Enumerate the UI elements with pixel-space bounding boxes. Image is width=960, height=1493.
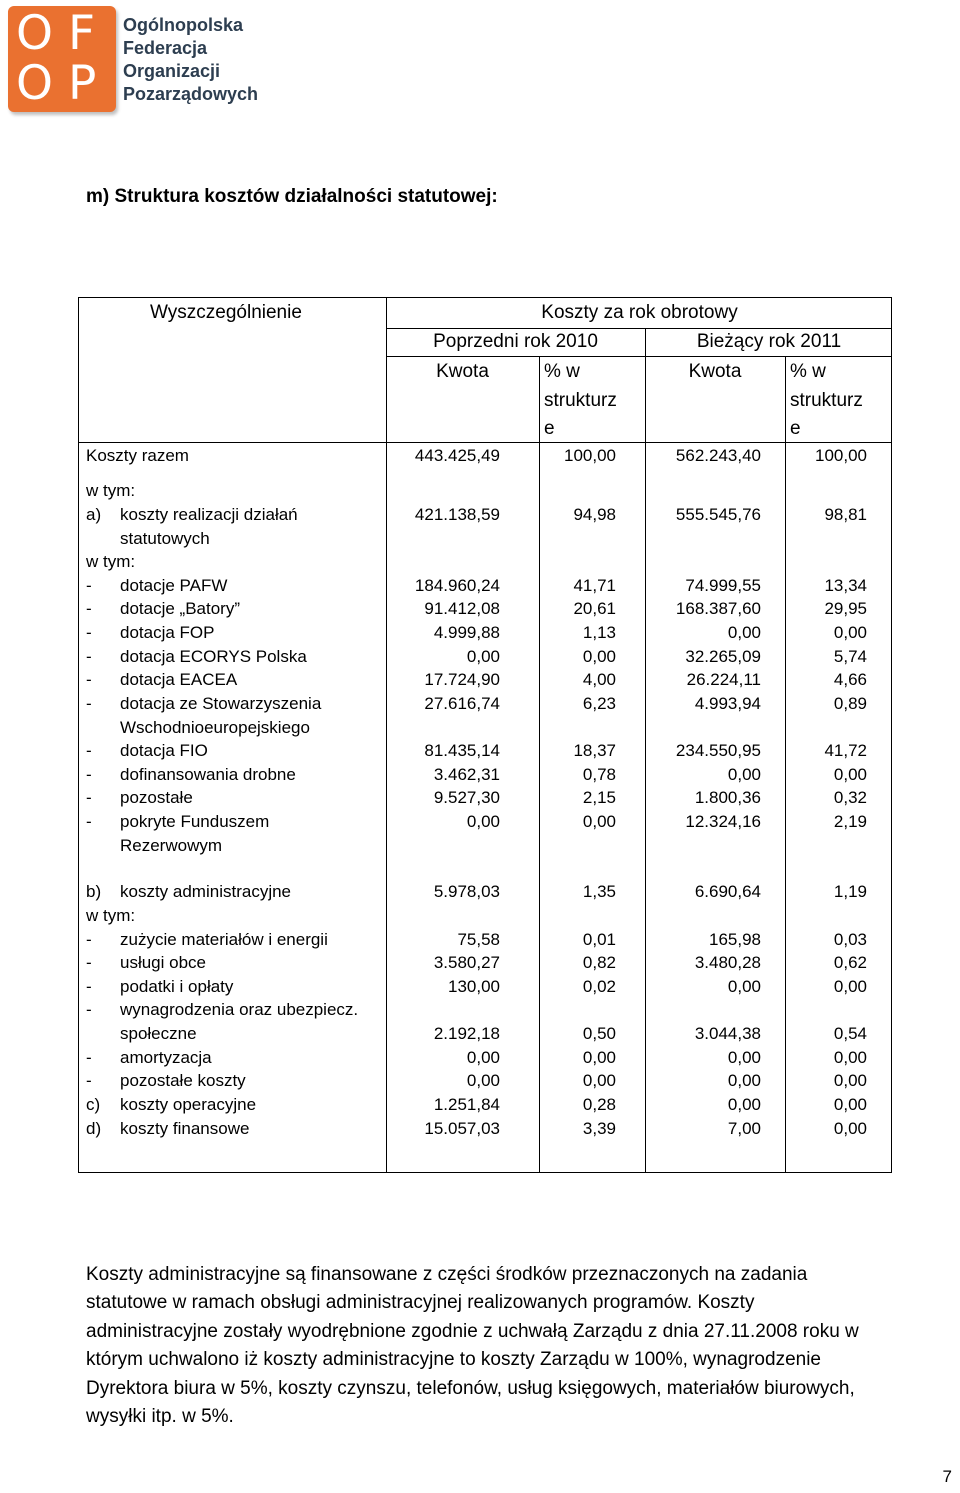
row-value: 0,00 (727, 1095, 761, 1114)
ofop-logo (8, 6, 116, 112)
paragraph-line: którym uchwalono iż koszty administracyjne to koszty Zarządu w 100%, wynagrodzenie (86, 1349, 821, 1371)
row-value: 1.800,36 (694, 788, 761, 807)
logo-letter: O (16, 6, 53, 61)
row-value: 130,00 (448, 977, 500, 996)
row-value: 0,78 (582, 765, 616, 784)
row-value: 32.265,09 (685, 647, 761, 666)
row-label: podatki i opłaty (120, 977, 234, 996)
row-value: 6.690,64 (694, 882, 761, 901)
row-label: zużycie materiałów i energii (120, 930, 328, 949)
row-prefix: d) (86, 1119, 102, 1138)
row-label: w tym: (86, 481, 136, 500)
row-value: 0,00 (582, 812, 616, 831)
row-value: 0,00 (833, 1048, 867, 1067)
logo-line: Ogólnopolska (123, 15, 244, 35)
pct-line: % w (790, 361, 826, 382)
row-prefix: - (86, 1071, 92, 1090)
row-value: 4,00 (582, 670, 616, 689)
column-header-kwota: Kwota (688, 361, 742, 382)
row-prefix: - (86, 930, 92, 949)
row-value: 562.243,40 (675, 446, 761, 465)
row-value: 0,00 (833, 765, 867, 784)
row-value: 27.616,74 (424, 694, 500, 713)
row-label-continuation: Wschodnioeuropejskiego (120, 717, 310, 737)
row-value: 1,13 (582, 623, 616, 642)
row-value: 98,81 (824, 505, 867, 524)
row-prefix: - (86, 953, 92, 972)
row-label: usługi obce (120, 953, 207, 972)
row-value: 234.550,95 (675, 741, 761, 760)
row-prefix: - (86, 788, 92, 807)
row-prefix: - (86, 576, 92, 595)
row-value: 20,61 (573, 599, 616, 618)
row-value: 94,98 (573, 505, 616, 524)
row-value: 0,03 (833, 930, 867, 949)
logo-line: Pozarządowych (123, 84, 259, 104)
row-prefix: - (86, 741, 92, 760)
row-value: 4.999,88 (433, 623, 500, 642)
row-value: 0,00 (582, 647, 616, 666)
row-label: wynagrodzenia oraz ubezpiecz. (120, 1000, 359, 1019)
row-label: dotacja ECORYS Polska (120, 647, 307, 666)
row-value: 5.978,03 (433, 882, 500, 901)
row-prefix: b) (86, 882, 102, 901)
row-prefix: - (86, 812, 92, 831)
row-value: 0,50 (582, 1023, 616, 1043)
row-label: dotacja FOP (120, 623, 215, 642)
row-label: dotacje PAFW (120, 576, 228, 595)
paragraph-line: wysyłki itp. w 5%. (86, 1406, 234, 1428)
table-col-divider (645, 328, 646, 1172)
row-label-continuation: Rezerwowym (120, 835, 223, 855)
column-header-kwota: Kwota (436, 361, 489, 382)
row-value: 0,62 (833, 953, 867, 972)
pct-line: strukturz (544, 389, 617, 411)
column-header-current-year: Bieżący rok 2011 (696, 331, 842, 352)
row-value: 0,02 (582, 977, 616, 996)
row-value: 15.057,03 (424, 1119, 500, 1138)
row-value: 0,00 (466, 1071, 500, 1090)
paragraph-line: administracyjne zostały wyodrębnione zgodnie z uchwałą Zarządu z dnia 27.11.2008 roku w (86, 1320, 859, 1342)
row-label: dotacja ze Stowarzyszenia (120, 694, 322, 713)
row-prefix: a) (86, 505, 102, 524)
row-prefix: - (86, 694, 92, 713)
row-value: 100,00 (564, 446, 616, 465)
row-label-continuation: społeczne (120, 1023, 197, 1043)
row-prefix: - (86, 647, 92, 666)
row-value: 0,00 (727, 1048, 761, 1067)
pct-line: strukturz (790, 389, 863, 411)
row-label: amortyzacja (120, 1048, 212, 1067)
row-value: 0,28 (582, 1095, 616, 1114)
row-value: 0,00 (727, 977, 761, 996)
row-label: pokryte Funduszem (120, 812, 270, 831)
row-value: 0,00 (727, 623, 761, 642)
row-value: 6,23 (582, 694, 616, 713)
row-label: dotacje „Batory” (120, 599, 240, 618)
row-label: koszty administracyjne (120, 882, 292, 901)
row-value: 12.324,16 (685, 812, 761, 831)
row-value: 29,95 (824, 599, 867, 618)
row-value: 0,00 (833, 1119, 867, 1138)
row-value: 165,98 (709, 930, 761, 949)
row-value: 0,00 (833, 623, 867, 642)
row-value: 74.999,55 (685, 576, 761, 595)
row-prefix: - (86, 765, 92, 784)
cost-structure-table (78, 297, 892, 1173)
table-col-divider (785, 356, 786, 1172)
logo-letter: F (68, 6, 96, 61)
row-value: 0,00 (833, 977, 867, 996)
row-value: 2,19 (833, 812, 867, 831)
row-value: 3.580,27 (433, 953, 500, 972)
row-value: 0,00 (833, 1071, 867, 1090)
table-rule (79, 442, 891, 443)
row-value: 3.480,28 (694, 953, 761, 972)
page-number: 7 (942, 1467, 952, 1486)
row-value: 81.435,14 (424, 741, 500, 760)
row-value: 168.387,60 (675, 599, 761, 618)
column-header-pct (790, 358, 863, 444)
table-col-divider (539, 356, 540, 1172)
table-col-divider (386, 298, 387, 1172)
row-label: w tym: (86, 906, 136, 925)
row-prefix: c) (86, 1095, 101, 1114)
row-label: dotacja FIO (120, 741, 208, 760)
row-label: koszty realizacji działań (120, 505, 298, 524)
table-rule (386, 356, 891, 357)
row-prefix: - (86, 977, 92, 996)
row-value: 91.412,08 (424, 599, 500, 618)
row-value: 4.993,94 (694, 694, 761, 713)
row-value: 1,35 (582, 882, 616, 901)
row-value: 0,00 (582, 1048, 616, 1067)
row-value: 443.425,49 (414, 446, 500, 465)
row-value: 41,71 (573, 576, 616, 595)
row-value: 0,00 (466, 647, 500, 666)
explanatory-paragraph (86, 1261, 956, 1431)
row-label-continuation: statutowych (120, 528, 210, 548)
column-header-prev-year: Poprzedni rok 2010 (433, 331, 598, 352)
row-value: 1,19 (833, 882, 867, 901)
row-value: 5,74 (833, 647, 867, 666)
paragraph-line: Dyrektora biura w 5%, koszty czynszu, telefonów, usług księgowych, materiałów biurowych, (86, 1377, 855, 1399)
row-prefix: - (86, 623, 92, 642)
logo-wordmark (123, 14, 258, 106)
row-value: 18,37 (573, 741, 616, 760)
row-value: 0,00 (582, 1071, 616, 1090)
row-value: 100,00 (815, 446, 867, 465)
row-prefix: - (86, 1048, 92, 1067)
row-prefix: - (86, 1000, 92, 1019)
column-header-pct (544, 358, 617, 444)
row-value: 41,72 (824, 741, 867, 760)
row-value: 9.527,30 (433, 788, 500, 807)
row-value: 555.545,76 (675, 505, 761, 524)
row-value: 17.724,90 (424, 670, 500, 689)
logo-box (8, 6, 116, 112)
row-value: 0,32 (833, 788, 867, 807)
row-value: 0,00 (727, 765, 761, 784)
logo-letter: O (16, 56, 53, 111)
row-label: koszty finansowe (120, 1119, 250, 1138)
row-value: 0,89 (833, 694, 867, 713)
column-group-header: Koszty za rok obrotowy (541, 302, 738, 323)
row-value: 26.224,11 (686, 670, 761, 689)
row-value: 0,00 (833, 1095, 867, 1114)
row-value: 2,15 (582, 788, 616, 807)
row-value: 1.251,84 (433, 1095, 500, 1114)
column-header-label: Wyszczególnienie (150, 302, 302, 323)
row-label: pozostałe (120, 788, 193, 807)
row-value: 421.138,59 (414, 505, 500, 524)
row-label: dofinansowania drobne (120, 765, 296, 784)
pct-line: e (544, 418, 555, 439)
pct-line: % w (544, 361, 580, 382)
row-label: w tym: (86, 552, 136, 571)
row-value: 184.960,24 (414, 576, 500, 595)
row-value: 3,39 (582, 1119, 616, 1138)
row-value: 2.192,18 (433, 1023, 500, 1043)
row-value: 0,54 (833, 1023, 867, 1043)
row-prefix: - (86, 599, 92, 618)
pct-line: e (790, 418, 801, 439)
row-prefix: - (86, 670, 92, 689)
row-label: Koszty razem (86, 446, 189, 465)
row-label: dotacja EACEA (120, 670, 238, 689)
row-value: 3.462,31 (433, 765, 500, 784)
row-value: 0,00 (466, 812, 500, 831)
row-value: 4,66 (833, 670, 867, 689)
row-value: 0,00 (727, 1071, 761, 1090)
row-value: 0,82 (582, 953, 616, 972)
row-value: 75,58 (457, 930, 500, 949)
row-value: 3.044,38 (694, 1023, 761, 1043)
paragraph-line: Koszty administracyjne są finansowane z części środków przeznaczonych na zadania (86, 1264, 808, 1285)
row-value: 13,34 (824, 576, 867, 595)
section-title: m) Struktura kosztów działalności statutowej: (86, 186, 498, 207)
logo-line: Federacja (123, 38, 208, 58)
logo-letter: P (68, 56, 97, 111)
row-value: 0,00 (466, 1048, 500, 1067)
row-label: pozostałe koszty (120, 1071, 246, 1090)
row-value: 7,00 (727, 1119, 761, 1138)
logo-line: Organizacji (123, 61, 221, 81)
row-label: koszty operacyjne (120, 1095, 257, 1114)
paragraph-line: statutowe w ramach obsługi administracyjnej realizowanych programów. Koszty (86, 1292, 755, 1314)
row-value: 0,01 (582, 930, 616, 949)
